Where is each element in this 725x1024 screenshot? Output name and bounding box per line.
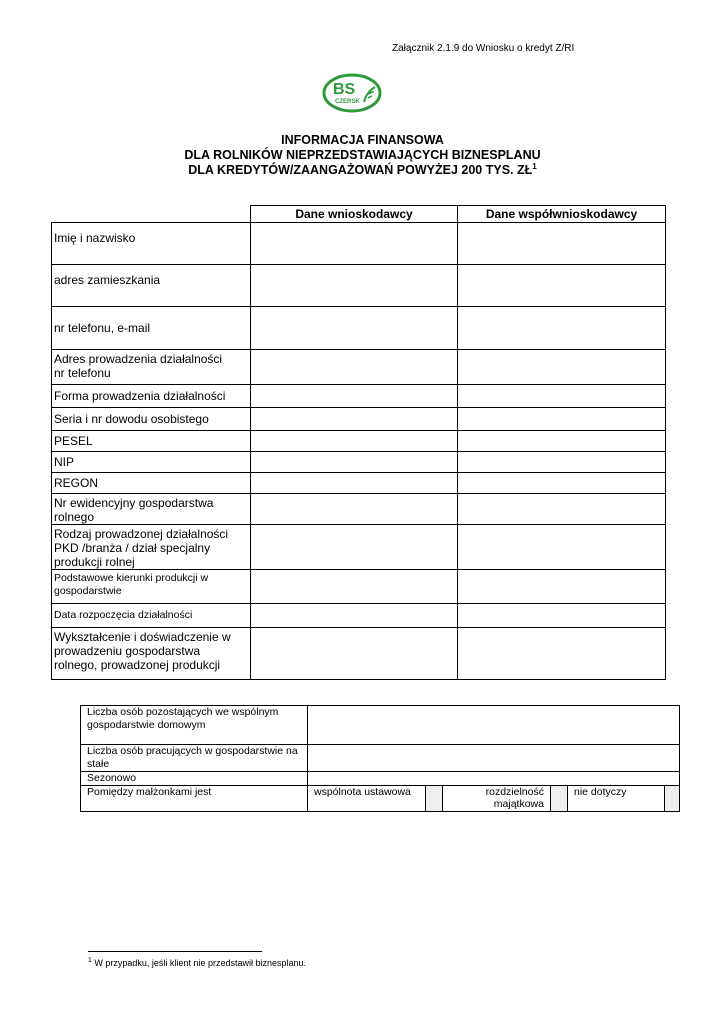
attachment-note: Załącznik 2.1.9 do Wniosku o kredyt Z/RI <box>392 43 575 54</box>
coapplicant-cell[interactable] <box>458 525 666 570</box>
coapplicant-cell[interactable] <box>458 431 666 452</box>
footnote: $^1$ W przypadku, jeśli klient nie przedstawił biznesplanu. <box>88 957 307 968</box>
coapplicant-cell[interactable] <box>458 350 666 385</box>
applicant-cell[interactable] <box>251 385 458 408</box>
row-label: Wykształcenie i doświadczenie w prowadzeniu gospodarstwa rolnego, prowadzonej produkcji <box>52 628 251 680</box>
row-label: NIP <box>52 452 251 473</box>
form-title <box>0 133 725 178</box>
svg-text:CZERSK: CZERSK <box>335 99 360 105</box>
seasonal-label: Sezonowo <box>81 772 308 786</box>
row-label: REGON <box>52 473 251 494</box>
coapplicant-cell[interactable] <box>458 408 666 431</box>
coapplicant-cell[interactable] <box>458 385 666 408</box>
row-label: Seria i nr dowodu osobistego <box>52 408 251 431</box>
applicant-cell[interactable] <box>251 570 458 604</box>
row-label: Forma prowadzenia działalności <box>52 385 251 408</box>
title-line-2: DLA ROLNIKÓW NIEPRZEDSTAWIAJĄCYCH BIZNESPLANU <box>184 148 541 162</box>
title-line-3: DLA KREDYTÓW/ZAANGAŻOWAŃ POWYŻEJ 200 TYS. $ZŁ^1$ <box>188 161 537 177</box>
applicant-cell[interactable] <box>251 604 458 628</box>
bank-logo <box>322 72 384 114</box>
coapplicant-cell[interactable] <box>458 452 666 473</box>
applicant-cell[interactable] <box>251 223 458 265</box>
option-na-label: nie dotyczy <box>568 785 665 811</box>
row-label: PESEL <box>52 431 251 452</box>
applicant-cell[interactable] <box>251 494 458 525</box>
header-applicant: Dane wnioskodawcy <box>251 206 458 223</box>
header-coapplicant: Dane współwnioskodawcy <box>458 206 666 223</box>
coapplicant-cell[interactable] <box>458 307 666 350</box>
seasonal-value[interactable] <box>308 772 680 786</box>
option-na-checkbox[interactable] <box>665 785 680 811</box>
option-separate-checkbox[interactable] <box>551 785 568 811</box>
option-separate-label: rozdzielność majątkowa <box>443 785 551 811</box>
row-label: nr telefonu, e-mail <box>52 307 251 350</box>
permanent-workers-value[interactable] <box>308 745 680 772</box>
coapplicant-cell[interactable] <box>458 473 666 494</box>
applicant-cell[interactable] <box>251 265 458 307</box>
applicant-cell[interactable] <box>251 408 458 431</box>
applicant-cell[interactable] <box>251 350 458 385</box>
row-label: Podstawowe kierunki produkcji w gospodarstwie <box>52 570 251 604</box>
coapplicant-cell[interactable] <box>458 570 666 604</box>
applicant-cell[interactable] <box>251 431 458 452</box>
row-label: Rodzaj prowadzonej działalności PKD /branża / dział specjalny produkcji rolnej <box>52 525 251 570</box>
coapplicant-cell[interactable] <box>458 628 666 680</box>
footnote-separator <box>88 951 262 952</box>
coapplicant-cell[interactable] <box>458 604 666 628</box>
coapplicant-cell[interactable] <box>458 494 666 525</box>
coapplicant-cell[interactable] <box>458 223 666 265</box>
row-label: Data rozpoczęcia działalności <box>52 604 251 628</box>
spouses-label: Pomiędzy małżonkami jest <box>81 785 308 811</box>
svg-text:BS: BS <box>333 81 356 98</box>
option-joint-checkbox[interactable] <box>426 785 443 811</box>
footnote-ref: 1 <box>532 161 537 171</box>
applicant-cell[interactable] <box>251 307 458 350</box>
row-label: Imię i nazwisko <box>52 223 251 265</box>
row-label: Adres prowadzenia działalności nr telefonu <box>52 350 251 385</box>
household-value[interactable] <box>308 706 680 745</box>
option-joint-label: wspólnota ustawowa <box>308 785 426 811</box>
household-label: Liczba osób pozostających we wspólnym gospodarstwie domowym <box>81 706 308 745</box>
applicant-cell[interactable] <box>251 452 458 473</box>
title-line-1: INFORMACJA FINANSOWA <box>281 133 444 147</box>
coapplicant-cell[interactable] <box>458 265 666 307</box>
permanent-workers-label: Liczba osób pracujących w gospodarstwie na stałe <box>81 745 308 772</box>
row-label: adres zamieszkania <box>52 265 251 307</box>
row-label: Nr ewidencyjny gospodarstwa rolnego <box>52 494 251 525</box>
personal-data-table <box>51 205 666 680</box>
applicant-cell[interactable] <box>251 473 458 494</box>
applicant-cell[interactable] <box>251 525 458 570</box>
applicant-cell[interactable] <box>251 628 458 680</box>
household-table <box>80 705 680 812</box>
